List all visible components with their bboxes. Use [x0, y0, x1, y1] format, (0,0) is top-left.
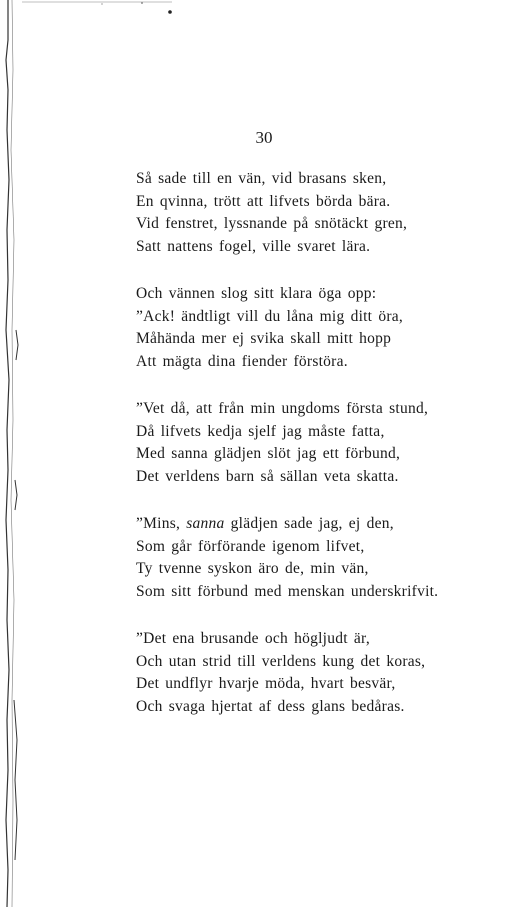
stanza-4	[136, 513, 516, 603]
stanza-3	[136, 398, 516, 488]
poem-line: Så sade till en vän, vid brasans sken,	[136, 170, 387, 187]
page-number: 30	[255, 128, 273, 147]
poem-line: Det verldens barn så sällan veta skatta.	[136, 467, 399, 485]
poem-line: ”Vet då, att från min ungdoms första stund,	[136, 400, 429, 417]
poem-line: Vid fenstret, lyssnande på snötäckt gren,	[136, 215, 408, 232]
poem-line: Som går förförande igenom lifvet,	[136, 537, 365, 555]
poem-line: Det undflyr hvarje möda, hvart besvär,	[136, 675, 396, 692]
poem-line: Ty tvenne syskon äro de, min vän,	[136, 560, 369, 577]
stanza-1	[136, 168, 516, 258]
poem	[136, 168, 516, 743]
stanza-5	[136, 628, 516, 718]
poem-line: ”Ack! ändtligt vill du låna mig ditt öra,	[136, 307, 404, 325]
poem-line: Och svaga hjertat af dess glans bedåras.	[136, 697, 405, 715]
poem-line: Då lifvets kedja sjelf jag måste fatta,	[136, 422, 385, 440]
emphasized-word: sanna	[186, 515, 225, 532]
poem-line: Och vännen slog sitt klara öga opp:	[136, 285, 377, 302]
poem-text: glädjen sade jag, ej den,	[224, 515, 394, 532]
stanza-2	[136, 283, 516, 373]
poem-line: Som sitt förbund med menskan underskrifvit.	[136, 582, 439, 600]
poem-line: Med sanna glädjen slöt jag ett förbund,	[136, 445, 401, 462]
page-top-edge	[22, 0, 182, 20]
poem-line	[136, 513, 516, 536]
poem-line: Måhända mer ej svika skall mitt hopp	[136, 330, 392, 347]
poem-line: ”Det ena brusande och högljudt är,	[136, 630, 370, 647]
poem-line: Satt nattens fogel, ville svaret lära.	[136, 237, 371, 255]
poem-line: Och utan strid till verldens kung det koras,	[136, 652, 426, 670]
poem-line: Att mägta dina fiender förstöra.	[136, 352, 348, 370]
poem-line: En qvinna, trött att lifvets börda bära.	[136, 192, 391, 210]
poem-text: ”Mins,	[136, 515, 187, 532]
